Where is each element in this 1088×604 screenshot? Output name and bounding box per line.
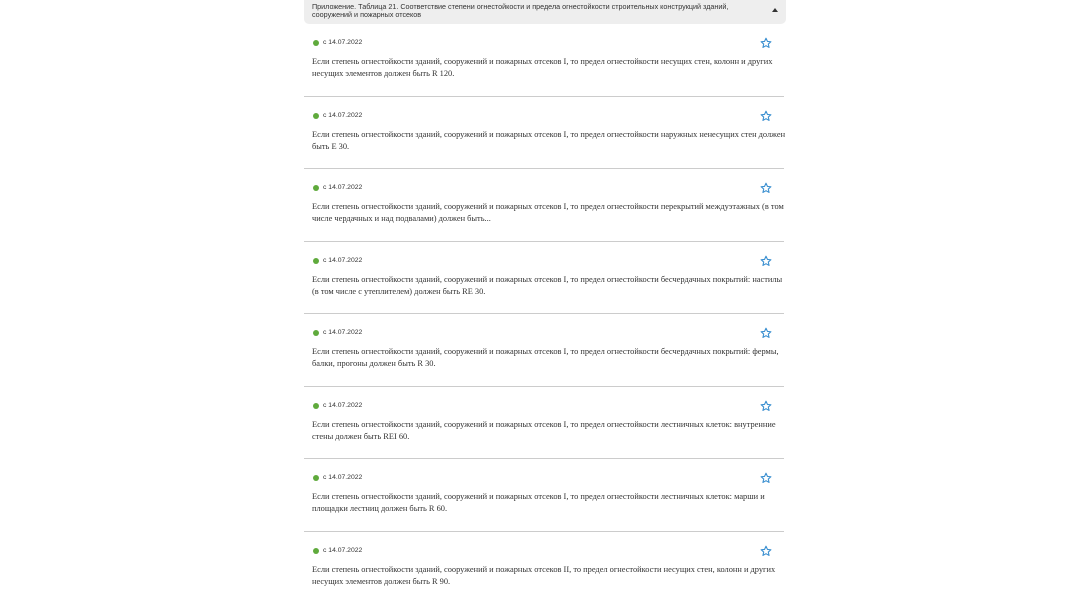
chevron-up-icon[interactable] [772, 8, 778, 12]
green-dot-icon [313, 330, 319, 336]
status-row [313, 39, 362, 47]
requirement-text[interactable]: Если степень огнестойкости зданий, сооружений и пожарных отсеков I, то предел огнестойкости лестничных клеток: внутренние стены должен быть REI 60. [312, 419, 786, 443]
green-dot-icon [313, 548, 319, 554]
star-icon[interactable] [760, 327, 772, 339]
green-dot-icon [313, 113, 319, 119]
section-title: Приложение. Таблица 21. Соответствие степени огнестойкости и предела огнестойкости строительных конструкций зданий, сооружений и пожарных отсеков [312, 3, 756, 20]
status-row [313, 112, 362, 120]
list-item [304, 459, 784, 532]
requirements-list [304, 24, 786, 604]
effective-date: с 14.07.2022 [323, 39, 362, 47]
list-item [304, 24, 784, 97]
list-item [304, 242, 784, 315]
green-dot-icon [313, 40, 319, 46]
requirement-text[interactable]: Если степень огнестойкости зданий, сооружений и пожарных отсеков I, то предел огнестойкости лестничных клеток: марши и площадки лестниц должен быть R 60. [312, 491, 786, 515]
list-item [304, 387, 784, 460]
list-item [304, 97, 784, 170]
green-dot-icon [313, 475, 319, 481]
status-row [313, 329, 362, 337]
star-icon[interactable] [760, 182, 772, 194]
star-icon[interactable] [760, 110, 772, 122]
section-header[interactable] [304, 0, 786, 24]
green-dot-icon [313, 185, 319, 191]
requirement-text[interactable]: Если степень огнестойкости зданий, сооружений и пожарных отсеков II, то предел огнестойкости несущих стен, колонн и других несущих элементов должен быть R 90. [312, 564, 786, 588]
status-row [313, 184, 362, 192]
green-dot-icon [313, 403, 319, 409]
effective-date: с 14.07.2022 [323, 402, 362, 410]
star-icon[interactable] [760, 400, 772, 412]
status-row [313, 474, 362, 482]
requirement-text[interactable]: Если степень огнестойкости зданий, сооружений и пожарных отсеков I, то предел огнестойкости бесчердачных покрытий: настилы (в том числе с утеплителем) должен быть RE 30. [312, 274, 786, 298]
effective-date: с 14.07.2022 [323, 547, 362, 555]
star-icon[interactable] [760, 255, 772, 267]
status-row [313, 257, 362, 265]
requirement-text[interactable]: Если степень огнестойкости зданий, сооружений и пожарных отсеков I, то предел огнестойкости перекрытий междуэтажных (в том числе чердачных и над подвалами) должен быть... [312, 201, 786, 225]
effective-date: с 14.07.2022 [323, 112, 362, 120]
status-row [313, 402, 362, 410]
star-icon[interactable] [760, 472, 772, 484]
effective-date: с 14.07.2022 [323, 329, 362, 337]
star-icon[interactable] [760, 545, 772, 557]
star-icon[interactable] [760, 37, 772, 49]
effective-date: с 14.07.2022 [323, 474, 362, 482]
requirements-panel [304, 0, 786, 24]
effective-date: с 14.07.2022 [323, 184, 362, 192]
list-item [304, 169, 784, 242]
status-row [313, 547, 362, 555]
list-item [304, 314, 784, 387]
requirement-text[interactable]: Если степень огнестойкости зданий, сооружений и пожарных отсеков I, то предел огнестойкости бесчердачных покрытий: фермы, балки, прогоны должен быть R 30. [312, 346, 786, 370]
green-dot-icon [313, 258, 319, 264]
list-item [304, 532, 784, 604]
requirement-text[interactable]: Если степень огнестойкости зданий, сооружений и пожарных отсеков I, то предел огнестойкости несущих стен, колонн и других несущих элементов должен быть R 120. [312, 56, 786, 80]
effective-date: с 14.07.2022 [323, 257, 362, 265]
requirement-text[interactable]: Если степень огнестойкости зданий, сооружений и пожарных отсеков I, то предел огнестойкости наружных ненесущих стен должен быть E 30. [312, 129, 786, 153]
